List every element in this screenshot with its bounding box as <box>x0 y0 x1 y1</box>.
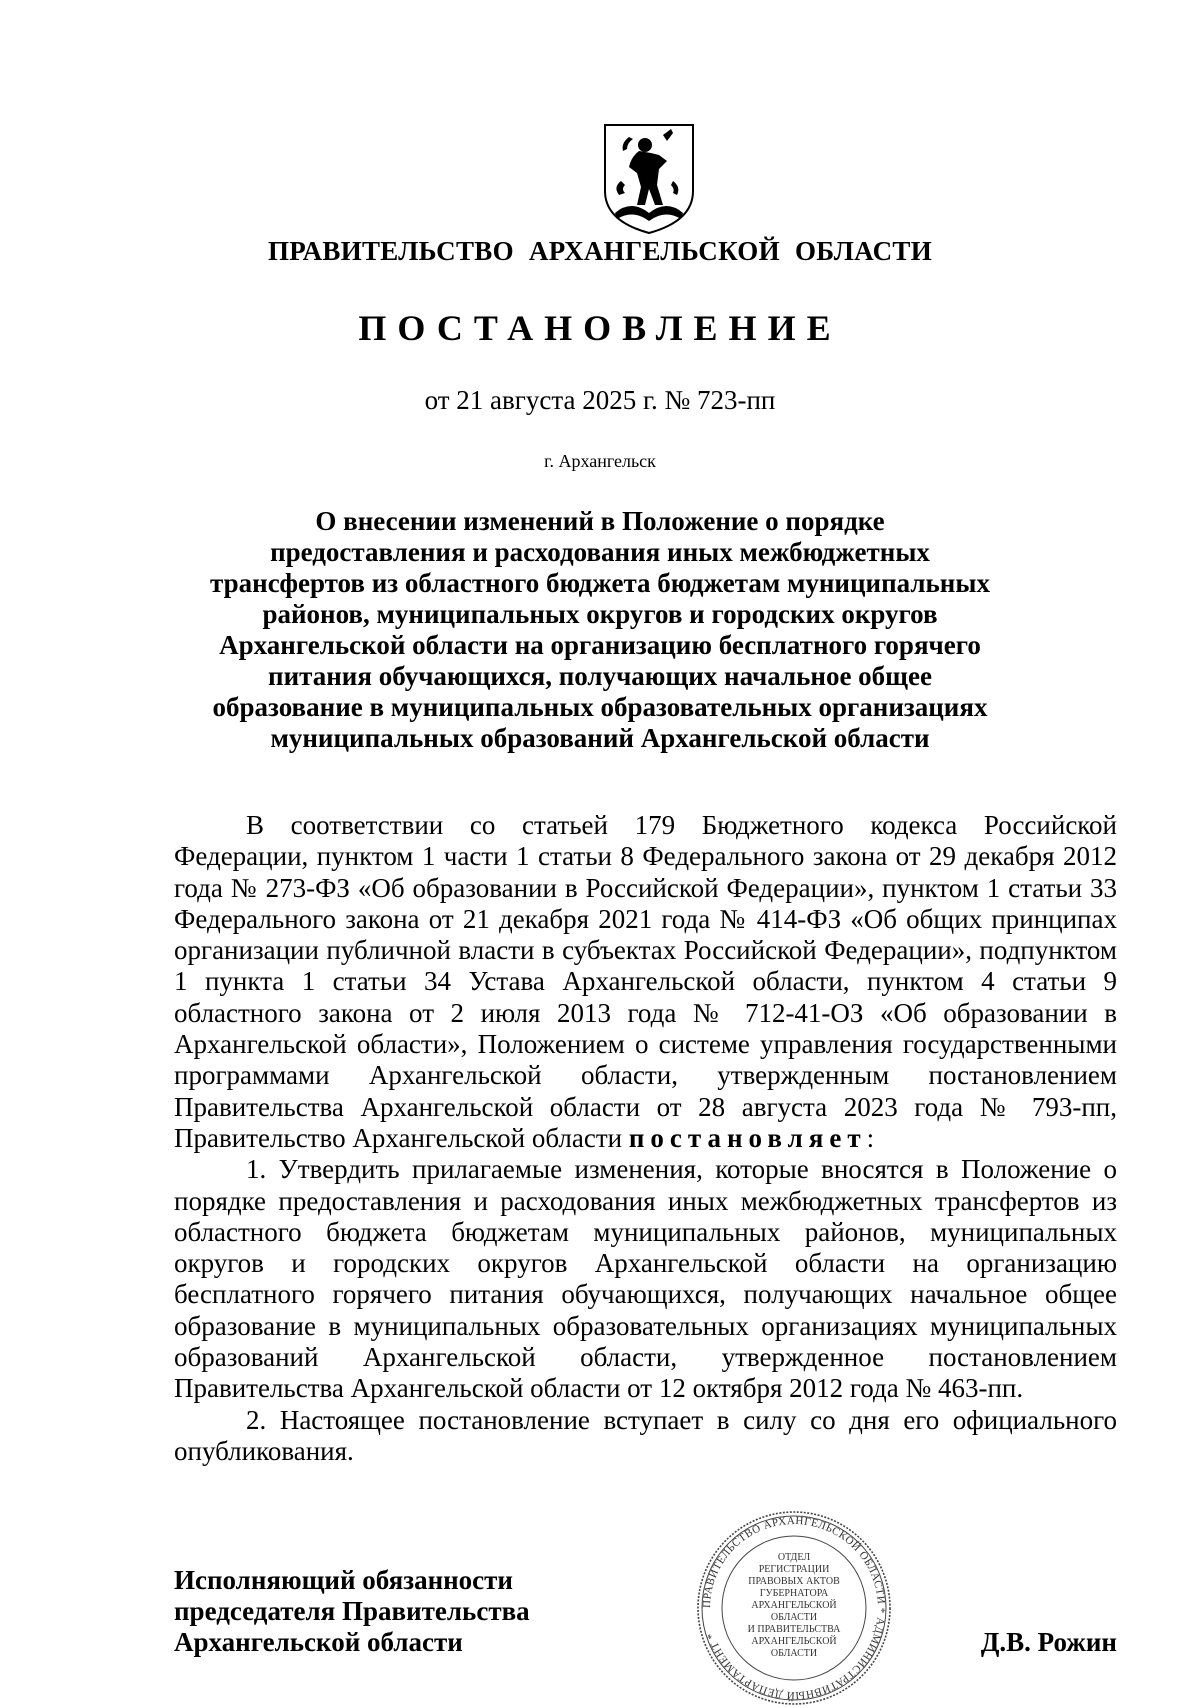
stamp-line: ОБЛАСТИ <box>770 1612 818 1623</box>
document-body <box>174 810 1117 1467</box>
signatory-position-line: Архангельской области <box>174 1627 463 1657</box>
stamp-line: АРХАНГЕЛЬСКОЙ <box>751 1636 837 1647</box>
signatory-position-line: председателя Правительства <box>174 1596 530 1626</box>
stamp-line: И ПРАВИТЕЛЬСТВА <box>747 1624 841 1635</box>
stamp-line: ГУБЕРНАТОРА <box>759 1588 829 1599</box>
stamp-line: ОБЛАСТИ <box>770 1648 818 1659</box>
organization-name: ПРАВИТЕЛЬСТВО АРХАНГЕЛЬСКОЙ ОБЛАСТИ <box>267 236 933 266</box>
title-line: питания обучающихся, получающих начальное общее <box>268 661 932 691</box>
preamble-paragraph <box>174 810 1117 1154</box>
registration-stamp <box>694 1508 894 1708</box>
document-city: г. Архангельск <box>544 451 656 471</box>
item-1-paragraph: 1. Утвердить прилагаемые изменения, которые вносятся в Положение о порядке предоставления и расходования иных межбюджетных трансфертов из областного бюджета бюджетам муниципальных районов, муниципальных округов и городских округов Архангельской области на организацию бесплатного горячего питания обучающихся, получающих начальное общее образование в муниципальных образовательных организациях муниципальных образований Архангельской области, утвержденное постановлением Правительства Архангельской области от 12 октября 2012 года № 463-пп. <box>174 1154 1117 1404</box>
title-line: образование в муниципальных образовательных организациях <box>212 692 988 722</box>
document-date-number: от 21 августа 2025 г. № 723-пп <box>424 385 776 415</box>
decree-word: постановляет <box>628 1122 867 1153</box>
stamp-line: РЕГИСТРАЦИИ <box>758 1564 830 1575</box>
preamble-text: В соответствии со статьей 179 Бюджетного кодекса Российской Федерации, пунктом 1 части 1 статьи 8 Федерального закона от 29 декабря 2012 года № 273-ФЗ «Об образовании в Российской Федерации», пунктом 1 статьи 33 Федерального закона от 21 декабря 2021 года № 414-ФЗ «Об общих принципах организации публичной власти в субъектах Российской Федерации», подпунктом 1 пункта 1 статьи 34 Устава Архангельской области, пунктом 4 статьи 9 областного закона от 2 июля 2013 года № 712-41-ОЗ «Об образовании в Архангельской области», Положением о системе управления государственными программами Архангельской области, утвержденным постановлением Правительства Архангельской области от 28 августа 2023 года № 793-пп, Правительство Архангельской области <box>174 810 1117 1153</box>
document-title <box>200 506 1000 754</box>
item-2-paragraph: 2. Настоящее постановление вступает в силу со дня его официального опубликования. <box>174 1404 1117 1466</box>
title-line: О внесении изменений в Положение о порядке <box>315 506 885 536</box>
stamp-line: ПРАВОВЫХ АКТОВ <box>748 1576 840 1587</box>
signatory-position-line: Исполняющий обязанности <box>174 1565 513 1595</box>
stamp-line: АРХАНГЕЛЬСКОЙ <box>751 1600 837 1611</box>
title-line: Архангельской области на организацию бесплатного горячего <box>219 630 981 660</box>
stamp-outer-text: ПРАВИТЕЛЬСТВО АРХАНГЕЛЬСКОЙ ОБЛАСТИ * АДМИНИСТРАТИВНЫЙ ДЕПАРТАМЕНТ * <box>700 1514 888 1702</box>
title-line: трансфертов из областного бюджета бюджетам муниципальных <box>210 568 990 598</box>
document-type: ПОСТАНОВЛЕНИЕ <box>358 308 842 348</box>
signatory-name: Д.В. Рожин <box>980 1627 1117 1657</box>
stamp-line: ОТДЕЛ <box>777 1552 811 1563</box>
decree-tail: : <box>866 1122 875 1153</box>
coat-of-arms-emblem <box>601 121 697 237</box>
title-line: муниципальных образований Архангельской области <box>270 723 930 753</box>
title-line: предоставления и расходования иных межбюджетных <box>270 537 930 567</box>
title-line: районов, муниципальных округов и городских округов <box>262 599 938 629</box>
signatory-position <box>174 1565 530 1658</box>
